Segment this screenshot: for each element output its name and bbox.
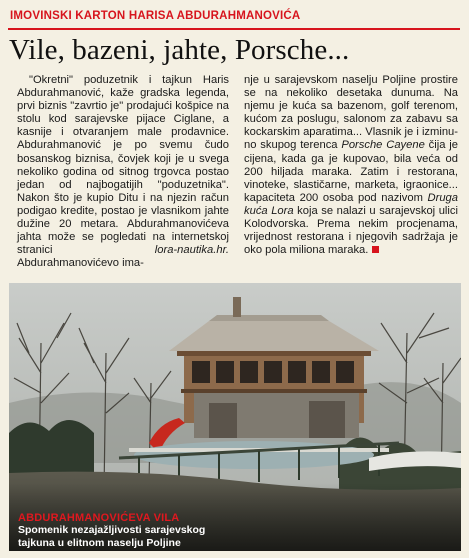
body-text: nje u sarajevskom naselju Poljine prostire se na nekoliko desetaka dunuma. Na njemu je kuća sa bazenom, golf terenom, kućom za poslugu, salonom za zabavu sa kockarskim aparatima... Vlasnik je i izminu-no skupog terenca bbox=[244, 74, 458, 152]
body-text: "Okretni" poduzetnik i tajkun Haris Abdurahmanović, kaže gradska legenda, prvi biznis "zavrtio je" prodajući košpice na stolu kod sarajevske pijace Ciglane, a kasnije i otvaranjem male prodavnice. Abdurahmanović je po svemu čudo bosanskog biznisa, čovjek koji je u svega nekoliko godina od sitnog trgovca postao jedan od najbogatijih "poduzetnika". Nakon što je kupio Ditu i na njezin račun podigao kredite, postao je vlasnikom jahte dužine 20 metara. Abdurahmanovićeva jahta može se pogledati na internetskoj stranici bbox=[17, 74, 229, 257]
article-end-mark bbox=[372, 246, 379, 253]
body-text: Abdurahmanovićevo ima- bbox=[17, 257, 144, 270]
article-paragraph bbox=[17, 74, 229, 270]
article-paragraph bbox=[244, 74, 458, 257]
section-kicker: IMOVINSKI KARTON HARISA ABDURAHMANOVIĆA bbox=[10, 10, 301, 22]
article-column-right bbox=[244, 74, 458, 257]
body-text: čija je cijena, kada ga je kupovao, bila veća od 200 hiljada maraka. Zatim i restorana, vinoteke, slastičarne, marketa, igraonice... kapaciteta 200 osoba pod nazivom bbox=[244, 139, 458, 204]
article-column-left bbox=[17, 74, 229, 270]
kicker-divider bbox=[8, 28, 460, 30]
photo-caption-title: ABDURAHMANOVIĆEVA VILA bbox=[18, 512, 180, 524]
article-headline: Vile, bazeni, jahte, Porsche... bbox=[9, 34, 350, 66]
restaurant-name: Druga kuća Lora bbox=[244, 191, 458, 217]
villa-photo bbox=[9, 283, 461, 551]
photo-caption-text: Spomenik nezajažljivosti sarajevskog tajkuna u elitnom naselju Poljine bbox=[18, 524, 206, 549]
website-mention: lora-nautika.hr. bbox=[154, 244, 229, 257]
car-model-mention: Porsche Cayene bbox=[341, 139, 425, 152]
body-text: koja se nalazi u sarajevskoj ulici Kolodvorska. Prema nekim procjenama, vrijednost restorana i njegovih sadržaja je oko pola miliona maraka. bbox=[244, 204, 458, 257]
